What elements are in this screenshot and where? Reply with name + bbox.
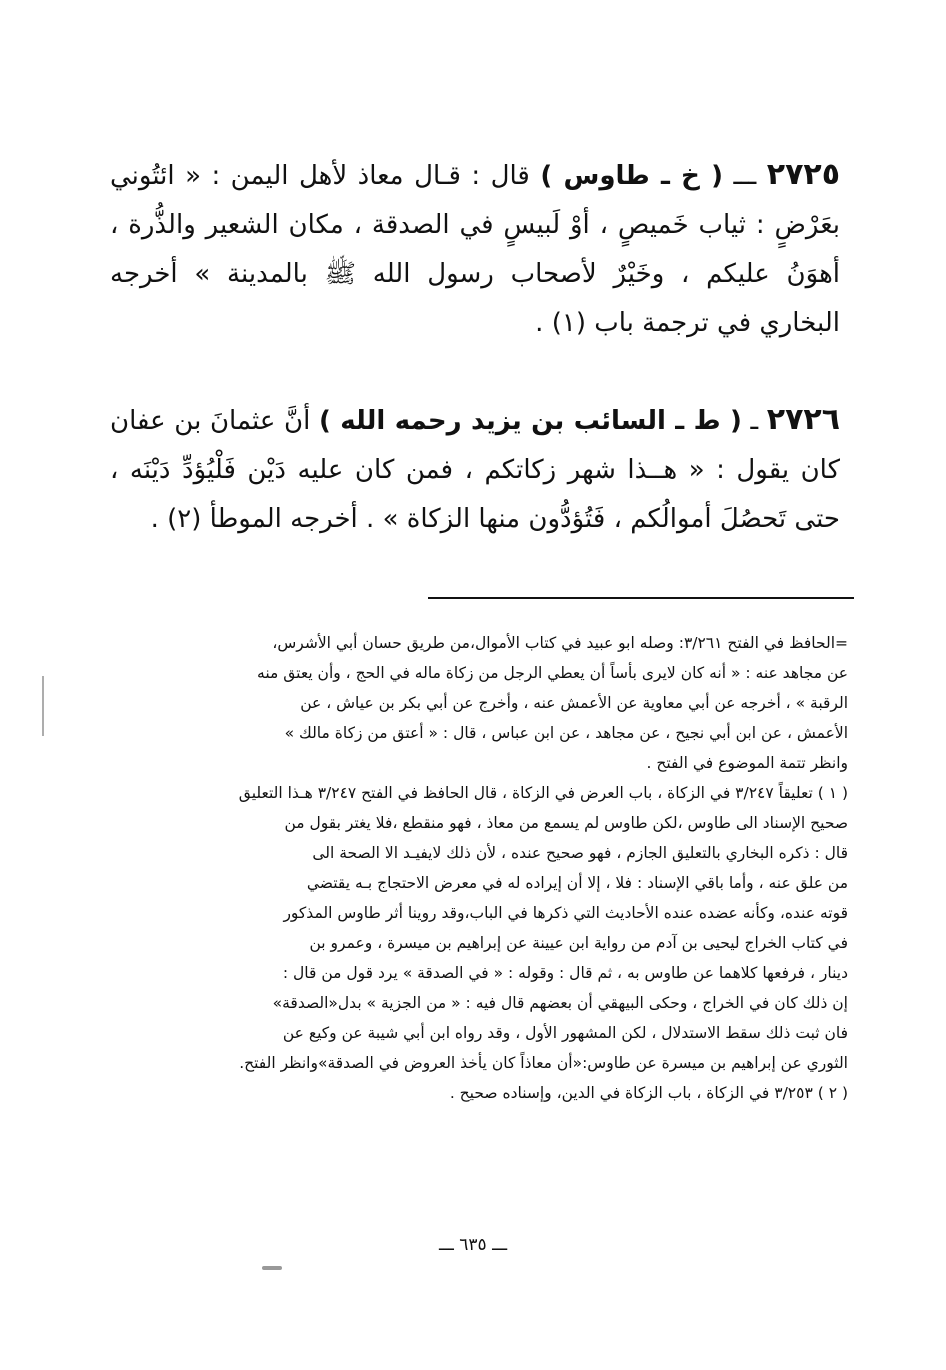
entry-number: ٢٧٢٦ xyxy=(766,402,841,437)
footnote-line: =الحافظ في الفتح ٣/٢٦١: وصله ابو عبيد في كتاب الأموال،من طريق حسان أبي الأشرس، xyxy=(272,634,848,652)
footnote-line: الأعمش ، عن ابن أبي نجيح ، عن مجاهد ، عن ابن عباس ، قال : « أعتق من زكاة مالك » xyxy=(284,724,848,742)
footnote-line: فان ثبت ذلك سقط الاستدلال ، لكن المشهور الأول ، وقد رواه ابن أبي شيبة عن وكيع عن xyxy=(282,1024,848,1042)
footnote-line: الثوري عن إبراهيم بن ميسرة عن طاوس:«أن معاذاً كان يأخذ العروض في الصدقة»وانظر الفتح. xyxy=(239,1054,848,1072)
scan-artifact xyxy=(42,676,44,736)
footnote-line: قال : ذكره البخاري بالتعليق الجازم ، فهو صحيح عنده ، لأن ذلك لايفيـد الا الصحة الى xyxy=(312,844,848,862)
footnote-line: وانظر تتمة الموضوع في الفتح . xyxy=(646,754,848,772)
footnotes xyxy=(118,628,848,1108)
entry-text: قال : قـال معاذ لأهل اليمن : « ائتُوني بعَرْضٍ : ثياب خَميصٍ ، أوْ لَبيسٍ في الصدقة ، مكان الشعير والذُّرة ، أهوَنُ عليكم ، وخَيْرٌ لأصحاب رسول الله ﷺ بالمدينة » أخرجه البخاري في ترجمة باب (١) . xyxy=(110,161,840,338)
hadith-entry-2726: ٢٧٢٦ ـ ( ط ـ السائب بن يزيد رحمه الله ) أنَّ عثمانَ بن عفان كان يقول : « هــذا شهر زكاتكم ، فمن كان عليه دَيْن فَلْيُؤدِّ دَيْنَه ، حتى تَحصُلَ أموالُكم ، فَتُؤدُّون منها الزكاة » . أخرجه الموطأ (٢) . xyxy=(110,402,841,534)
page-number: ـــ ٦٣٥ ـــ xyxy=(438,1235,508,1255)
scan-artifact xyxy=(262,1266,282,1270)
entry-source: ( ط ـ السائب بن يزيد رحمه الله ) xyxy=(318,406,742,436)
entry-number: ٢٧٢٥ xyxy=(766,157,841,192)
footnote-2 xyxy=(118,1078,848,1108)
footnote-line: قوته عنده، وكأنه عضده عنده الأحاديث التي ذكرها في الباب،وقد روينا أثر طاوس المذكور xyxy=(283,904,848,922)
footnote-line: صحيح الإسناد الى طاوس ،لكن طاوس لم يسمع من معاذ ، فهو منقطع ،فلا يغتر بقول من xyxy=(284,814,848,832)
footnote-line: ( ٢ ) ٣/٢٥٣ في الزكاة ، باب الزكاة في الدين، وإسناده صحيح . xyxy=(449,1084,848,1102)
footnote-line: في كتاب الخراج ليحيى بن آدم من رواية ابن عيينة عن إبراهيم بن ميسرة ، وعمرو بن xyxy=(309,934,848,952)
entry-text: أنَّ عثمانَ بن عفان كان يقول : « هــذا شهر زكاتكم ، فمن كان عليه دَيْن فَلْيُؤدِّ دَيْنَه ، حتى تَحصُلَ أموالُكم ، فَتُؤدُّون منها الزكاة » . أخرجه الموطأ (٢) . xyxy=(110,406,840,534)
footnote-continuation xyxy=(118,628,848,778)
footnote-line: ( ١ ) تعليقاً ٣/٢٤٧ في الزكاة ، باب العرض في الزكاة ، قال الحافظ في الفتح ٣/٢٤٧ هـذا التعليق xyxy=(238,784,848,802)
footnote-line: من علق عنه ، وأما باقي الإسناد : فلا ، إلا أن إيراده له في معرض الاحتجاج بـه يقتضي xyxy=(306,874,848,892)
footnote-line: إن ذلك كان في الخراج ، وحكى البيهقي أن بعضهم قال فيه : « من الجزية » بدل«الصدقة» xyxy=(272,994,848,1012)
footnote-line: عن مجاهد عنه : « أنه كان لايرى بأساً أن يعطي الرجل من زكاة ماله في الحج ، وأن يعتق منه xyxy=(257,664,848,682)
footnote-line: دينار ، فرفعها كلاهما عن طاوس به ، ثم قال : وقوله : « في الصدقة » يرد قول من قال : xyxy=(282,964,848,982)
footnote-separator xyxy=(428,597,854,599)
footnote-1 xyxy=(118,778,848,1078)
hadith-entry-2725: ٢٧٢٥ ـــ ( خ ـ طاوس ) قال : قـال معاذ لأهل اليمن : « ائتُوني بعَرْضٍ : ثياب خَميصٍ ، أوْ لَبيسٍ في الصدقة ، مكان الشعير والذُّرة ، أهوَنُ عليكم ، وخَيْرٌ لأصحاب رسول الله ﷺ بالمدينة » أخرجه البخاري في ترجمة باب (١) . xyxy=(110,157,841,338)
entry-source: ( خ ـ طاوس ) xyxy=(540,161,723,191)
footnote-line: الرقبة » ، أخرجه عن أبي معاوية عن الأعمش عنه ، وأخرج عن أبي بكر بن عياش ، عن xyxy=(300,694,848,712)
